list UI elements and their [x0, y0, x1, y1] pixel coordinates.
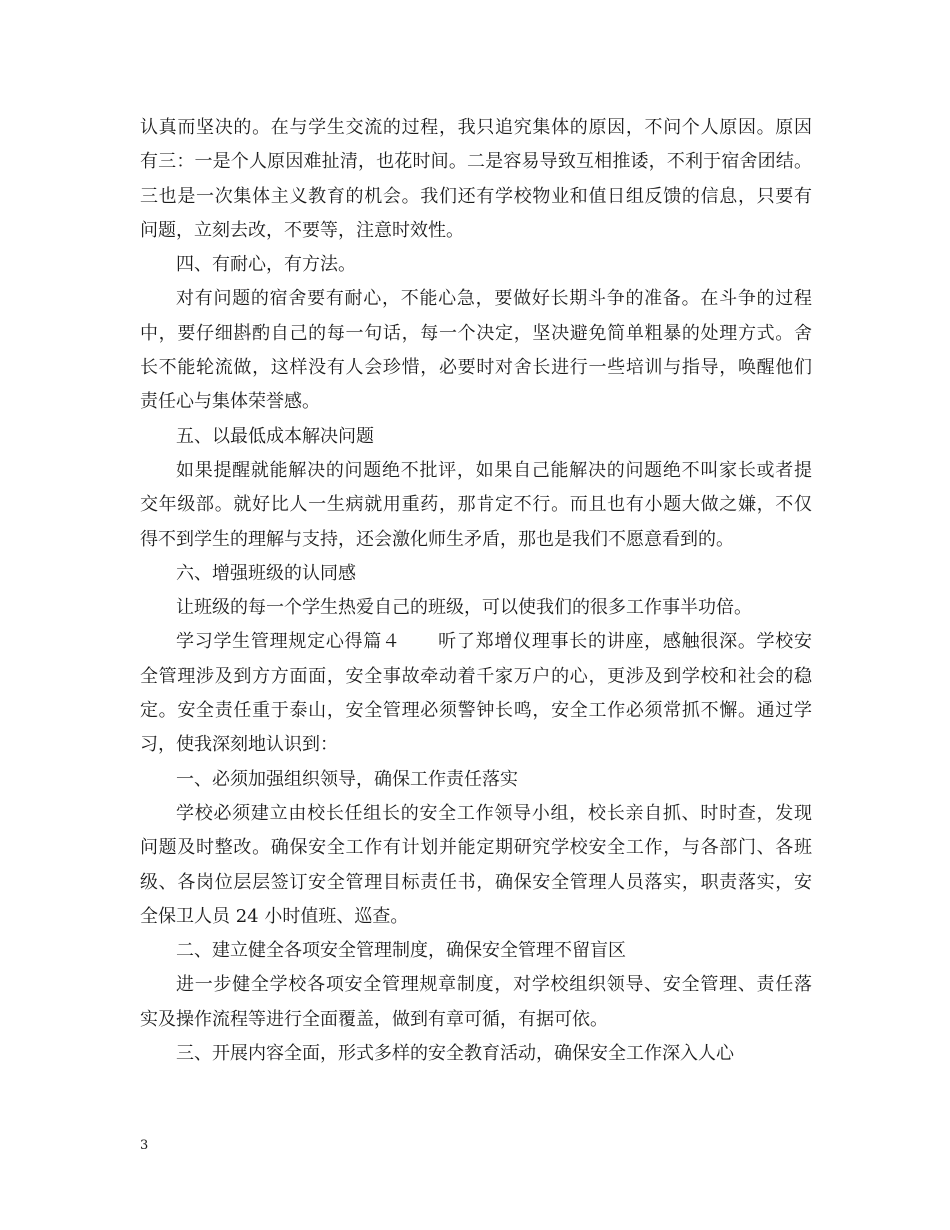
- text-line: 三也是一次集体主义教育的机会。我们还有学校物业和值日组反馈的信息，只要有: [140, 185, 812, 207]
- text-line: 责任心与集体荣誉感。: [140, 391, 320, 413]
- text-line: 学校必须建立由校长任组长的安全工作领导小组，校长亲自抓、时时查，发现: [176, 802, 812, 824]
- text-line: 交年级部。就好比人一生病就用重药，那肯定不行。而且也有小题大做之嫌，不仅: [140, 494, 812, 516]
- page-number: 3: [140, 1138, 149, 1153]
- text-line: 习，使我深刻地认识到：: [140, 734, 338, 756]
- text-line: 如果提醒就能解决的问题绝不批评，如果自己能解决的问题绝不叫家长或者提: [176, 459, 812, 481]
- document-body: [140, 111, 812, 1071]
- text-line: 实及操作流程等进行全面覆盖，做到有章可循，有据可依。: [140, 1008, 608, 1030]
- text-line: 全管理涉及到方方面面，安全事故牵动着千家万户的心，更涉及到学校和社会的稳: [140, 665, 812, 687]
- text-line: 四、有耐心，有方法。: [176, 254, 356, 276]
- text-line: 中，要仔细斟酌自己的每一句话，每一个决定，坚决避免简单粗暴的处理方式。舍: [140, 322, 812, 344]
- text-line: 六、增强班级的认同感: [176, 562, 356, 584]
- text-line: 定。安全责任重于泰山，安全管理必须警钟长鸣，安全工作必须常抓不懈。通过学: [140, 700, 812, 722]
- text-line: 学习学生管理规定心得篇４ 听了郑增仪理事长的讲座，感触很深。学校安: [176, 631, 812, 653]
- text-line: 一、必须加强组织领导，确保工作责任落实: [176, 768, 518, 790]
- text-line: 让班级的每一个学生热爱自己的班级，可以使我们的很多工作事半功倍。: [176, 597, 752, 619]
- text-line: 对有问题的宿舍要有耐心，不能心急，要做好长期斗争的准备。在斗争的过程: [176, 288, 812, 310]
- text-line: 级、各岗位层层签订安全管理目标责任书，确保安全管理人员落实，职责落实，安: [140, 871, 812, 893]
- text-line: 问题，立刻去改，不要等，注意时效性。: [140, 219, 464, 241]
- text-line: 认真而坚决的。在与学生交流的过程，我只追究集体的原因，不问个人原因。原因: [140, 117, 812, 138]
- text-line: 问题及时整改。确保安全工作有计划并能定期研究学校安全工作，与各部门、各班: [140, 837, 812, 859]
- text-line: 全保卫人员 24 小时值班、巡查。: [140, 905, 409, 927]
- text-line: 得不到学生的理解与支持，还会激化师生矛盾，那也是我们不愿意看到的。: [140, 528, 734, 550]
- text-line: 长不能轮流做，这样没有人会珍惜，必要时对舍长进行一些培训与指导，唤醒他们: [140, 357, 812, 379]
- text-line: 三、开展内容全面，形式多样的安全教育活动，确保安全工作深入人心: [176, 1043, 734, 1065]
- text-line: 二、建立健全各项安全管理制度，确保安全管理不留盲区: [176, 940, 626, 962]
- text-line: 有三：一是个人原因难扯清，也花时间。二是容易导致互相推诿，不利于宿舍团结。: [140, 151, 812, 173]
- text-line: 五、以最低成本解决问题: [176, 425, 374, 447]
- text-line: 进一步健全学校各项安全管理规章制度，对学校组织领导、安全管理、责任落: [176, 974, 812, 996]
